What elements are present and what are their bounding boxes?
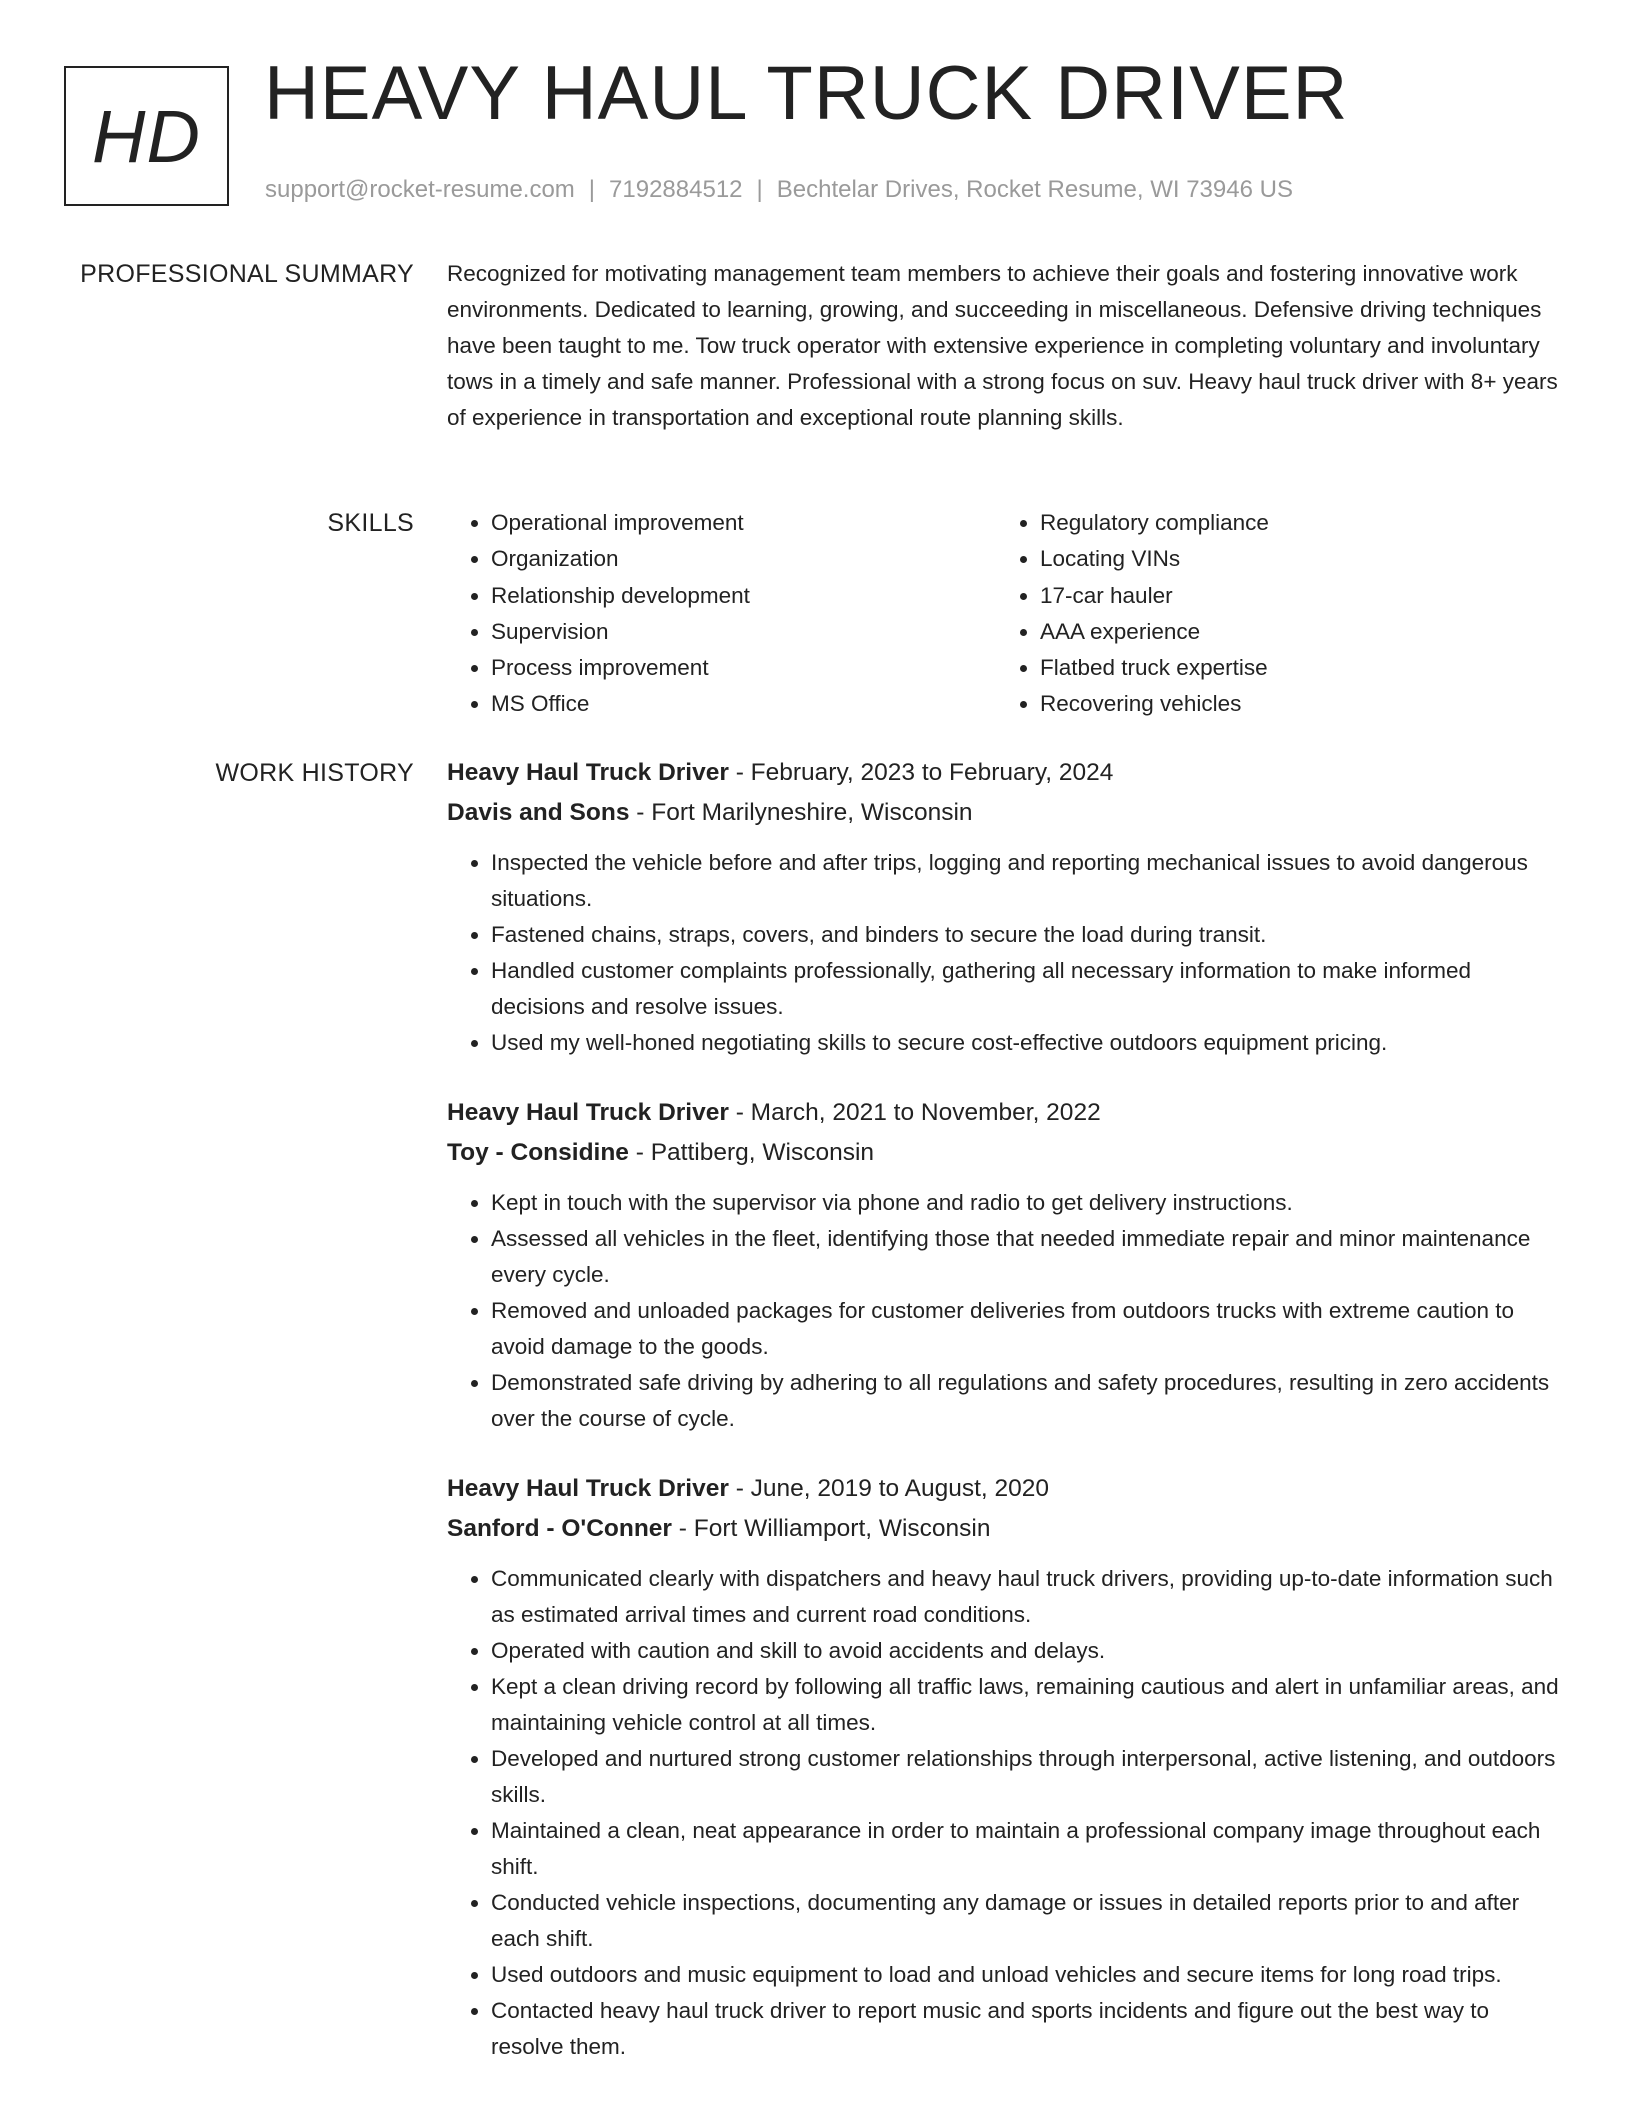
job-bullet: • Used my well-honed negotiating skills to secure cost-effective outdoors equipment pricing. bbox=[491, 1025, 1567, 1061]
job-bullet: • Removed and unloaded packages for customer deliveries from outdoors trucks with extreme caution to avoid damage to the goods. bbox=[491, 1293, 1567, 1365]
skill-item: • Process improvement bbox=[491, 650, 996, 686]
job-bullet: • Maintained a clean, neat appearance in order to maintain a professional company image throughout each shift. bbox=[491, 1813, 1567, 1885]
job-dates: - February, 2023 to February, 2024 bbox=[728, 759, 1114, 786]
summary-body bbox=[447, 256, 1567, 436]
job-bullet: • Assessed all vehicles in the fleet, identifying those that needed immediate repair and minor maintenance every cycle. bbox=[491, 1221, 1567, 1293]
contact-separator: | bbox=[588, 176, 596, 203]
job-dates: - June, 2019 to August, 2020 bbox=[728, 1475, 1050, 1502]
summary-heading: PROFESSIONAL SUMMARY bbox=[80, 260, 414, 288]
skill-item: • Operational improvement bbox=[491, 505, 996, 541]
job-bullet: • Fastened chains, straps, covers, and binders to secure the load during transit. bbox=[491, 917, 1567, 953]
contact-line bbox=[265, 176, 1293, 204]
contact-email: support@rocket-resume.com bbox=[265, 176, 575, 203]
job-company: Sanford - O'Conner bbox=[447, 1515, 672, 1542]
job-bullet: • Developed and nurtured strong customer relationships through interpersonal, active listening, and outdoors skills. bbox=[491, 1741, 1567, 1813]
job-bullets bbox=[447, 1561, 1567, 2065]
skill-item: • Recovering vehicles bbox=[1040, 686, 1545, 722]
job-title-line bbox=[447, 1093, 1567, 1133]
job-bullet: • Demonstrated safe driving by adhering to all regulations and safety procedures, resulting in zero accidents over the course of cycle. bbox=[491, 1365, 1567, 1437]
skill-item: • Flatbed truck expertise bbox=[1040, 650, 1545, 686]
job-bullet: • Used outdoors and music equipment to load and unload vehicles and secure items for long road trips. bbox=[491, 1957, 1567, 1993]
job-company-line bbox=[447, 793, 1567, 833]
contact-separator: | bbox=[756, 176, 763, 203]
candidate-title: HEAVY HAUL TRUCK DRIVER bbox=[264, 51, 1349, 136]
skills-list-left bbox=[447, 505, 996, 723]
job-bullet: • Communicated clearly with dispatchers and heavy haul truck drivers, providing up-to-date information such as estimated arrival times and current road conditions. bbox=[491, 1561, 1567, 1633]
skill-item: • MS Office bbox=[491, 686, 996, 722]
monogram-box bbox=[64, 66, 229, 206]
job-location: - Pattiberg, Wisconsin bbox=[628, 1139, 875, 1166]
skill-item: • Organization bbox=[491, 541, 996, 577]
job-dates: - March, 2021 to November, 2022 bbox=[728, 1099, 1101, 1126]
job-title: Heavy Haul Truck Driver bbox=[447, 1475, 729, 1502]
contact-phone: 7192884512 bbox=[609, 176, 743, 203]
job-company-line bbox=[447, 1509, 1567, 1549]
skill-item: • Relationship development bbox=[491, 578, 996, 614]
job-location: - Fort Marilyneshire, Wisconsin bbox=[629, 799, 973, 826]
skill-item: • Supervision bbox=[491, 614, 996, 650]
skill-item: • Regulatory compliance bbox=[1040, 505, 1545, 541]
job-entry bbox=[447, 1093, 1567, 1437]
job-title-line bbox=[447, 753, 1567, 793]
job-bullet: • Operated with caution and skill to avoid accidents and delays. bbox=[491, 1633, 1567, 1669]
job-bullet: • Inspected the vehicle before and after trips, logging and reporting mechanical issues to avoid dangerous situations. bbox=[491, 845, 1567, 917]
skills-columns bbox=[447, 505, 1567, 723]
job-company: Davis and Sons bbox=[447, 799, 630, 826]
job-entry bbox=[447, 1469, 1567, 2065]
skills-heading: SKILLS bbox=[327, 509, 414, 537]
job-company: Toy - Considine bbox=[447, 1139, 629, 1166]
summary-text: Recognized for motivating management team members to achieve their goals and fostering innovative work environments. Dedicated to learning, growing, and succeeding in miscellaneous. Defensive driving techniques have been taught to me. Tow truck operator with extensive experience in completing voluntary and involuntary tows in a timely and safe manner. Professional with a strong focus on suv. Heavy haul truck driver with 8+ years of experience in transportation and exceptional route planning skills. bbox=[447, 261, 1558, 430]
skills-list-right bbox=[996, 505, 1545, 723]
job-bullet: • Contacted heavy haul truck driver to report music and sports incidents and figure out the best way to resolve them. bbox=[491, 1993, 1567, 2065]
job-entry bbox=[447, 753, 1567, 1061]
job-bullets bbox=[447, 1185, 1567, 1437]
job-location: - Fort Williamport, Wisconsin bbox=[671, 1515, 991, 1542]
job-bullets bbox=[447, 845, 1567, 1061]
work-history-heading: WORK HISTORY bbox=[215, 759, 414, 787]
job-bullet: • Kept in touch with the supervisor via phone and radio to get delivery instructions. bbox=[491, 1185, 1567, 1221]
job-title-line bbox=[447, 1469, 1567, 1509]
skill-item: • Locating VINs bbox=[1040, 541, 1545, 577]
job-title: Heavy Haul Truck Driver bbox=[447, 759, 729, 786]
job-bullet: • Kept a clean driving record by following all traffic laws, remaining cautious and alert in unfamiliar areas, and maintaining vehicle control at all times. bbox=[491, 1669, 1567, 1741]
job-bullet: • Handled customer complaints professionally, gathering all necessary information to make informed decisions and resolve issues. bbox=[491, 953, 1567, 1025]
skill-item: • 17-car hauler bbox=[1040, 578, 1545, 614]
job-title: Heavy Haul Truck Driver bbox=[447, 1099, 729, 1126]
skills-body bbox=[447, 505, 1567, 723]
job-company-line bbox=[447, 1133, 1567, 1173]
monogram-initials: HD bbox=[92, 94, 201, 178]
job-bullet: • Conducted vehicle inspections, documenting any damage or issues in detailed reports prior to and after each shift. bbox=[491, 1885, 1567, 1957]
skill-item: • AAA experience bbox=[1040, 614, 1545, 650]
work-history-body bbox=[447, 753, 1567, 2097]
contact-address: Bechtelar Drives, Rocket Resume, WI 73946 US bbox=[776, 176, 1293, 203]
